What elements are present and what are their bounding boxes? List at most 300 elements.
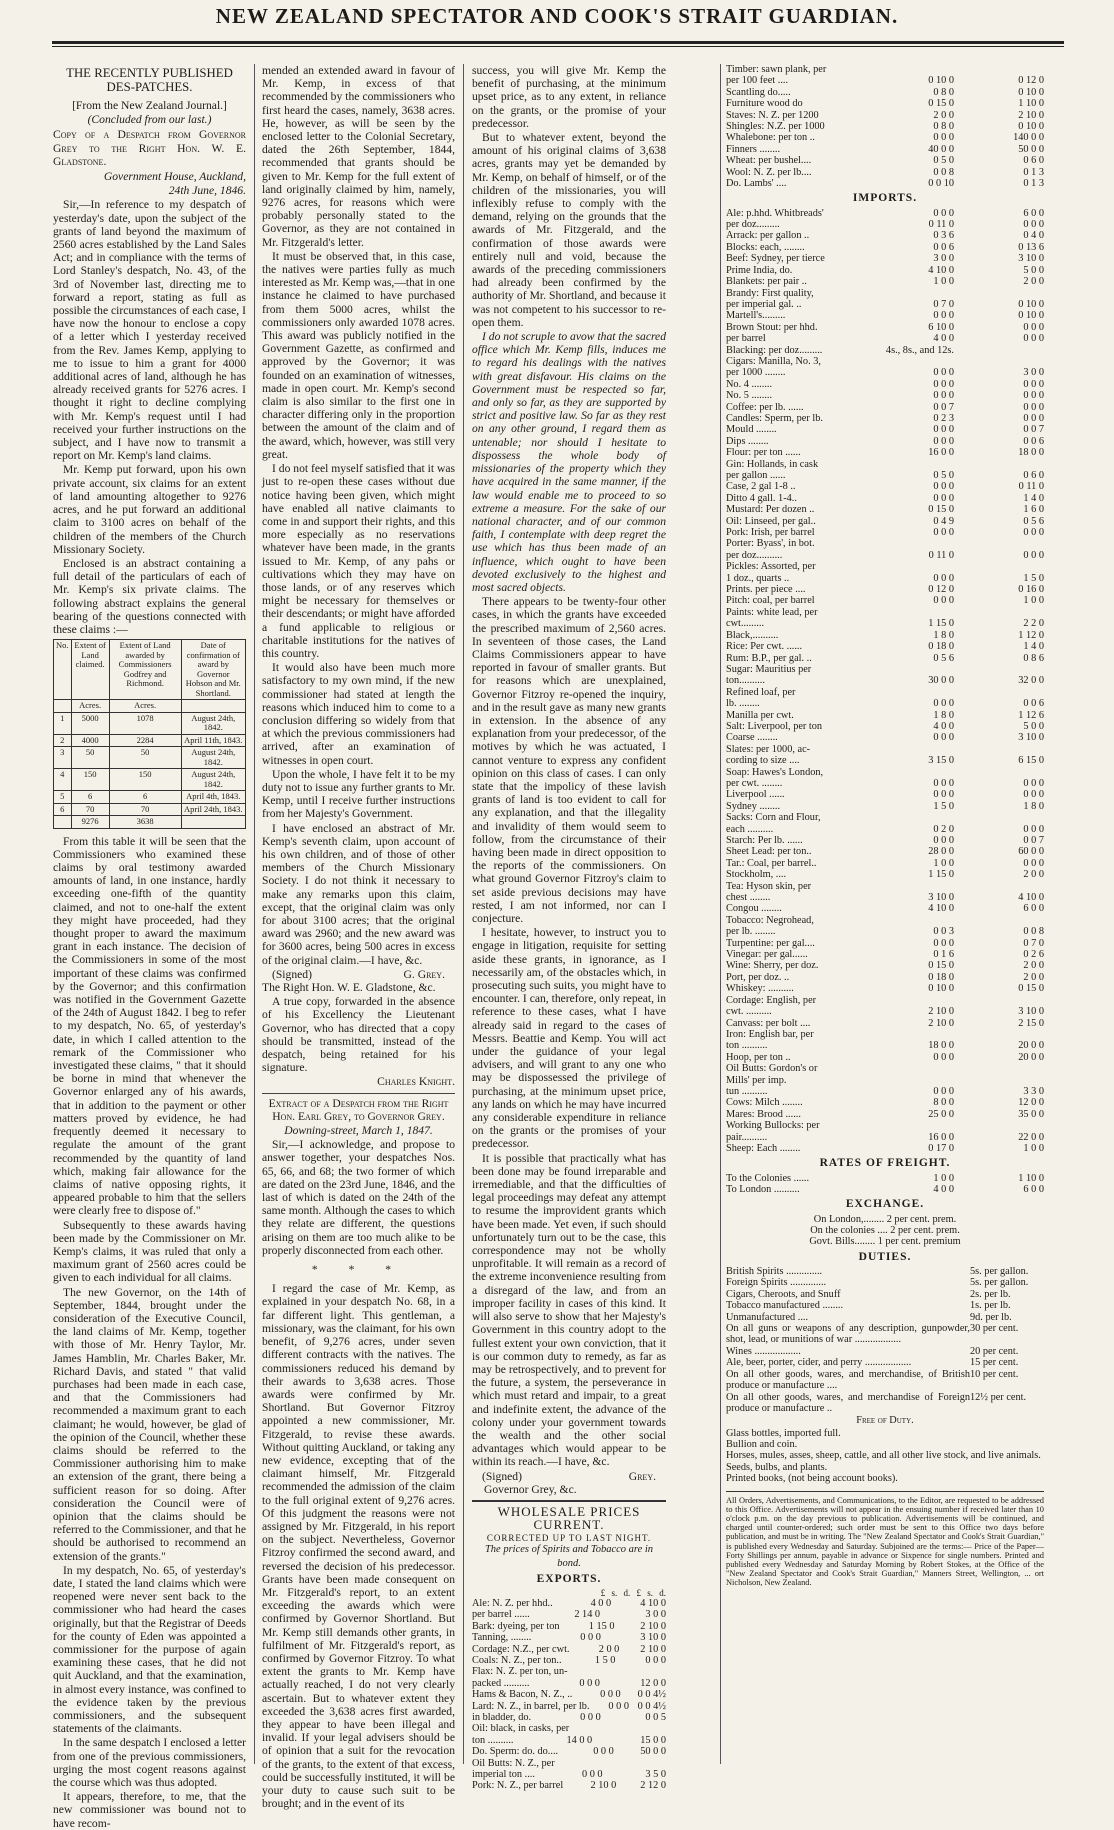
price-high: 22 0 0 — [1018, 1131, 1044, 1143]
price-item-name: Hoop, per ton .. — [726, 1051, 791, 1063]
price-low: 0 17 0 — [928, 1142, 954, 1154]
price-item-name: Timber: sawn plank, per — [726, 64, 827, 75]
price-row — [472, 1609, 666, 1620]
price-high — [954, 915, 1044, 926]
price-high: 1 5 0 — [1023, 572, 1044, 584]
price-low — [858, 995, 954, 1006]
price-high: 3 3 0 — [1023, 1085, 1044, 1097]
price-low — [858, 538, 954, 549]
price-low: 0 0 0 — [933, 572, 954, 584]
free-item: Printed books, (not being account books). — [726, 1473, 898, 1485]
table-row — [54, 734, 246, 747]
price-item-name: Tobacco: Negrohead, — [726, 914, 814, 926]
price-low: 3 10 0 — [928, 892, 954, 904]
price-high: 2 10 0 — [640, 1620, 666, 1632]
price-low: 4 10 0 — [928, 903, 954, 915]
price-high: 0 13 6 — [1018, 241, 1044, 253]
currency-header: £ s. d. £ s. d. — [600, 1587, 666, 1598]
price-low: 0 10 0 — [928, 75, 954, 87]
price-high — [954, 995, 1044, 1006]
price-high — [954, 1120, 1044, 1131]
price-high: 0 0 0 — [1023, 321, 1044, 333]
price-low: 28 0 0 — [928, 846, 954, 858]
duty-row — [726, 1289, 1044, 1300]
price-high — [619, 1723, 666, 1734]
price-item-name: ton.......... — [726, 675, 765, 687]
price-item-name: Whalebone: per ton .. — [726, 132, 815, 144]
price-low: 14 0 0 — [566, 1734, 593, 1746]
imports-list — [726, 208, 1044, 1155]
column-2 — [262, 64, 455, 1811]
price-high: 1 12 6 — [1018, 709, 1044, 721]
table-cell: August 24th, 1842. — [181, 747, 245, 769]
price-item-name: Tar.: Coal, per barrel.. — [726, 857, 817, 869]
price-low: 0 0 0 — [580, 1632, 601, 1644]
price-item-name: Vinegar: per gal...... — [726, 949, 808, 961]
price-item-name: Canvass: per bolt .... — [726, 1017, 811, 1029]
table-cell: 1078 — [109, 712, 181, 734]
dateline: Government House, Auckland, — [103, 170, 246, 184]
price-item-name: Cordage: English, per — [726, 994, 817, 1006]
price-row — [726, 824, 1044, 835]
paragraph: I have enclosed an abstract of Mr. Kemp's seventh claim, upon account of his own children, and of those of other members of the Church Missionary Society. I do not think it necessary to make any remarks upon this claim, except, that the original claim was only for about 3100 acres; that the original award was 2960; and the new award was for 3600 acres, being 500 acres in excess of the original claim.—I have, &c. — [262, 821, 455, 967]
price-item-name: Wine: Sherry, per doz. — [726, 960, 819, 972]
column-separator — [463, 64, 464, 1764]
price-high: 1 4 0 — [1023, 641, 1044, 653]
price-item-name: pair.......... — [726, 1131, 768, 1143]
price-low — [858, 64, 954, 75]
paragraph: The new Governor, on the 14th of September, 1844, brought under the consideration of the Executive Council, the land claims of Mr. Kemp, together with those of Mr. Henry Taylor, Mr. James Hamblin, Mr. Charles Baker, Mr. Richard Davis, and stated " that valid purchases had been made in each case, and that the Commissioners had recommended a maximum grant to each claimant; he would, however, be glad of the opinion of the Council, whether these claims should be referred to the Commissioner authorising him to make an extension of the grant, there being a sufficient reason for so doing. After consideration the Council were of opinion that the claims should be referred to the Commissioner, and that he should be authorised to recommend an extension of the grants." — [53, 1285, 246, 1563]
masthead-rule — [52, 41, 1064, 44]
price-row — [726, 1086, 1044, 1097]
table-row — [54, 712, 246, 734]
price-high — [954, 1063, 1044, 1074]
price-row — [726, 242, 1044, 253]
price-item-name: Coarse ........ — [726, 732, 778, 744]
price-item-name: each .......... — [726, 823, 774, 835]
price-low — [858, 744, 954, 755]
table-cell: 5000 — [71, 712, 109, 734]
price-row — [726, 858, 1044, 869]
price-item-name: Rice: Per cwt. ...... — [726, 641, 803, 653]
price-item-name: Coffee: per lb. ...... — [726, 401, 804, 413]
price-row — [726, 87, 1044, 98]
price-row — [726, 459, 1044, 470]
price-item-name: Bark: dyeing, per ton — [472, 1620, 560, 1632]
price-row — [726, 789, 1044, 800]
price-low — [858, 812, 954, 823]
price-row — [726, 767, 1044, 778]
price-low: 1 0 0 — [933, 857, 954, 869]
price-high: 12 0 0 — [640, 1677, 666, 1689]
price-item-name: Hams & Bacon, N. Z., .. — [472, 1689, 573, 1701]
price-row — [726, 470, 1044, 481]
price-high: 50 0 0 — [640, 1746, 666, 1758]
duty-rate: 20 per cent. — [970, 1345, 1019, 1357]
price-item-name: Pork: Irish, per barrel — [726, 527, 815, 539]
price-row — [726, 504, 1044, 515]
price-high — [954, 767, 1044, 778]
price-high — [618, 1666, 666, 1677]
price-item-name: Mares: Brood ...... — [726, 1108, 801, 1120]
table-cell: 2 — [54, 734, 72, 747]
exchange-title: EXCHANGE. — [845, 1198, 925, 1211]
price-low: 0 11 0 — [928, 549, 954, 561]
price-low: 0 5 6 — [933, 652, 954, 664]
table-cell: 70 — [109, 803, 181, 816]
paragraph: It must be observed that, in this case, the natives were parties fully as much interested as Mr. Kemp was,—that in one instance he claimed to have purchased from them 5000 acres, whilst the commissioners only awarded 1078 acres. This award was publicly notified in the Government Gazette, as confirmed and approved by the Governor; it was founded on an examination of witnesses, made in open court. Mr. Kemp's second claim is also similar to the first one in character differing only in the proportion between the amount of the claim and of the award, which, however, was still very great. — [262, 249, 455, 461]
paragraph: Mr. Kemp put forward, upon his own private account, six claims for an extent of land amounting altogether to 9276 acres, and he put forward an additional claim to 3100 acres on behalf of the children of the members of the Church Missionary Society. — [53, 463, 246, 556]
table-cell: 5 — [54, 791, 72, 804]
price-row — [726, 1063, 1044, 1074]
table-cell: 50 — [109, 747, 181, 769]
price-low: 16 0 0 — [928, 447, 954, 459]
price-item-name: Oil: Linseed, per gal.. — [726, 515, 816, 527]
price-high: 6 0 0 — [1023, 1184, 1044, 1195]
table-cell: 6 — [54, 803, 72, 816]
price-high: 1 0 0 — [1023, 1142, 1044, 1154]
price-low: 0 0 0 — [608, 1700, 629, 1712]
price-item-name: per lb. ........ — [726, 926, 776, 938]
concluded-line: (Concluded from our last.) — [87, 113, 212, 127]
price-low: 4 10 0 — [928, 264, 954, 276]
price-item-name: Cows: Milch ........ — [726, 1097, 803, 1109]
free-item: Glass bottles, imported full. — [726, 1427, 841, 1439]
price-item-name: No. 5 ........ — [726, 390, 773, 402]
price-low — [858, 288, 954, 299]
price-high: 0 10 0 — [1018, 310, 1044, 322]
price-item-name: Case, 2 gal 1-8 .. — [726, 481, 796, 493]
price-high: 1 10 0 — [1018, 98, 1044, 110]
price-item-name: Brown Stout: per hhd. — [726, 321, 818, 333]
price-low: 30 0 0 — [928, 675, 954, 687]
price-high: 1 4 0 — [1023, 492, 1044, 504]
price-low: 0 8 0 — [933, 86, 954, 98]
price-low: 0 2 3 — [933, 412, 954, 424]
price-high: 2 15 0 — [1018, 1017, 1044, 1029]
price-low — [858, 1063, 954, 1074]
price-row — [726, 322, 1044, 333]
price-low: 0 4 9 — [933, 515, 954, 527]
price-row — [726, 732, 1044, 743]
price-low: 0 0 0 — [933, 492, 954, 504]
exchange-line: Govt. Bills........ 1 per cent. premium — [809, 1236, 961, 1248]
paragraph: In my despatch, No. 65, of yesterday's date, I stated the land claims which were reopened were never sent back to the commissioner who had heard the cases originally, but that the Registrar of Deeds for the county of Eden was appointed a commissioner for the purpose of again examining these cases, that he did not quit Auckland, and that the examination, in almost every instance, was confined to the evidence taken by the previous commissioners, and the subsequent statements of the claimants. — [53, 1563, 246, 1736]
price-item-name: Blocks: each, ........ — [726, 241, 805, 253]
price-high: 6 0 0 — [1023, 207, 1044, 219]
price-low — [858, 1029, 954, 1040]
paragraph: Sir,—In reference to my despatch of yesterday's date, upon the subject of the grants of land beyond the maximum of 2560 acres established by the Land Sales Act; and in compliance with the terms of Lord Stanley's despatch, No. 43, of the 3rd of November last, directing me to forward a report, stating as full as possible the circumstances of each case, I have now the honour to enclose a copy of a letter which I yesterday received from the Rev. James Kemp, applying to me to issue to him a grant for 4000 additional acres of land, although he has already received grants for 5276 acres. I thought it right to decline complying with Mr. Kemp's request until I had received your further instructions on the subject, and I have now to transmit a report on Mr. Kemp's land claims. — [53, 198, 246, 463]
price-item-name: Finners ........ — [726, 143, 781, 155]
table-cell — [54, 700, 72, 713]
price-high: 0 5 6 — [1023, 515, 1044, 527]
price-row — [726, 356, 1044, 367]
price-low: 2 10 0 — [928, 1017, 954, 1029]
price-high: 3 10 0 — [1018, 732, 1044, 744]
duty-item: Foreign Spirits .............. — [726, 1277, 827, 1289]
price-row — [726, 178, 1044, 189]
price-item-name: Rum: B.P., per gal. .. — [726, 652, 812, 664]
claims-table — [53, 639, 246, 829]
despatch-heading: Copy of a Despatch from Governor Grey to the Right Hon. W. E. Gladstone. — [53, 128, 246, 168]
paragraph: It appears, therefore, to me, that the new commissioner was bound not to have recom- — [53, 1790, 246, 1830]
duty-rate: 2s. per lb. — [970, 1288, 1011, 1300]
price-row — [726, 299, 1044, 310]
price-item-name: Port, per doz. .. — [726, 971, 790, 983]
price-row — [726, 379, 1044, 390]
table-cell: April 11th, 1843. — [181, 734, 245, 747]
price-high: 0 2 6 — [1023, 949, 1044, 961]
price-high — [954, 744, 1044, 755]
column-3 — [472, 64, 666, 1792]
exchange-line: On the colonies .... 2 per cent. prem. — [810, 1225, 960, 1237]
price-low — [858, 915, 954, 926]
price-item-name: To London .......... — [726, 1184, 800, 1195]
price-item-name: packed .......... — [472, 1677, 530, 1689]
paragraph: Sir,—I acknowledge, and propose to answer together, your despatches Nos. 65, 66, and 68; the two former of which are dated on the 23rd June, 1846, and the last of which is dated on the 24th of the same month. Although the cases to which they relate are different, the questions arising on them are too much alike to be properly disconnected from each other. — [262, 1138, 455, 1257]
price-item-name: Gin: Hollands, in cask — [726, 458, 819, 470]
price-low — [858, 607, 954, 618]
price-row — [726, 110, 1044, 121]
price-high: 5 0 0 — [1023, 720, 1044, 732]
price-low: 1 15 0 — [928, 869, 954, 881]
price-low: 0 0 0 — [933, 1051, 954, 1063]
price-item-name: Oil Butts: Gordon's or — [726, 1063, 818, 1075]
price-high: 2 0 0 — [1023, 960, 1044, 972]
duty-row — [726, 1277, 1044, 1288]
price-low: 0 0 0 — [933, 698, 954, 710]
price-row — [726, 653, 1044, 664]
price-high: 0 0 4½ — [637, 1700, 666, 1712]
price-low: 0 0 6 — [933, 241, 954, 253]
price-row — [472, 1678, 666, 1689]
exports-list — [472, 1598, 666, 1792]
table-cell: August 24th, 1842. — [181, 769, 245, 791]
price-item-name: per 1000 ........ — [726, 367, 786, 379]
price-row — [726, 1075, 1044, 1086]
paragraph: Subsequently to these awards having been made by the Commissioner on Mr. Kemp's claims, it was ruled that only a maximum grant of 2560 acres could be given to each individual for all claims. — [53, 1218, 246, 1285]
price-item-name: Iron: English bar, per — [726, 1028, 814, 1040]
price-low: 0 0 8 — [933, 166, 954, 178]
prices-note: The prices of Spirits and Tobacco are in bond. — [484, 1544, 654, 1569]
price-high: 0 7 0 — [1023, 937, 1044, 949]
duty-rate: 10 per cent. — [970, 1368, 1019, 1380]
table-cell: 3638 — [109, 816, 181, 829]
table-row — [54, 769, 246, 791]
column-separator — [254, 64, 255, 1764]
table-header: Extent of Land claimed. — [71, 640, 109, 700]
price-row — [726, 881, 1044, 892]
price-row — [726, 1040, 1044, 1051]
price-high: 0 10 0 — [1018, 298, 1044, 310]
price-low: 0 8 0 — [933, 121, 954, 133]
price-high: 0 12 0 — [1018, 75, 1044, 87]
extract-heading: Extract of a Despatch from the Right Hon. Earl Grey, to Governor Grey. — [262, 1093, 455, 1123]
price-high: 20 0 0 — [1018, 1051, 1044, 1063]
price-row — [726, 846, 1044, 857]
table-header: Date of confirmation of award by Governor Hobson and Mr. Shortland. — [181, 640, 245, 700]
price-item-name: per cwt. ........ — [726, 777, 783, 789]
price-row — [726, 938, 1044, 949]
price-low — [555, 1758, 612, 1769]
price-row — [726, 265, 1044, 276]
table-row — [54, 803, 246, 816]
table-cell — [181, 700, 245, 713]
price-item-name: Pork: N. Z., per barrel — [472, 1780, 564, 1792]
price-high — [954, 687, 1044, 698]
price-item-name: Shingles: N.Z. per 1000 — [726, 121, 825, 133]
price-low — [569, 1723, 619, 1734]
price-high — [954, 288, 1044, 299]
price-low: 0 3 6 — [933, 230, 954, 242]
price-low: 0 18 0 — [928, 971, 954, 983]
duty-item: Cigars, Cheroots, and Snuff — [726, 1288, 841, 1300]
price-high: 0 10 0 — [1018, 86, 1044, 98]
price-low: 0 0 0 — [933, 527, 954, 539]
price-item-name: Pickles: Assorted, per — [726, 561, 816, 573]
price-item-name: Mould ........ — [726, 424, 777, 436]
price-high: 2 2 0 — [1023, 618, 1044, 630]
price-item-name: Sacks: Corn and Flour, — [726, 812, 821, 824]
price-item-name: cwt......... — [726, 618, 765, 630]
price-item-name: Beef: Sydney, per tierce — [726, 253, 825, 265]
price-high: 3 10 0 — [1018, 1006, 1044, 1018]
price-row — [726, 561, 1044, 572]
price-high: 0 6 0 — [1023, 155, 1044, 167]
price-high — [612, 1758, 666, 1769]
price-row — [726, 390, 1044, 401]
price-low: 1 0 0 — [933, 1172, 954, 1184]
price-high: 0 0 0 — [1023, 527, 1044, 539]
price-item-name: Pitch: coal, per barrel — [726, 595, 815, 607]
table-cell: 4 — [54, 769, 72, 791]
duty-item: Tobacco manufactured ........ — [726, 1300, 844, 1312]
price-high: 0 1 3 — [1023, 166, 1044, 178]
price-low: 0 0 0 — [933, 732, 954, 744]
price-row — [472, 1769, 666, 1780]
price-row — [726, 983, 1044, 994]
duty-item: Ale, beer, porter, cider, and perry .................. — [726, 1357, 912, 1369]
price-row — [726, 481, 1044, 492]
imports-title: IMPORTS. — [852, 192, 918, 205]
price-row — [726, 892, 1044, 903]
prices-divider — [472, 1500, 666, 1502]
price-row — [726, 276, 1044, 287]
duty-row — [726, 1312, 1044, 1323]
price-row — [726, 219, 1044, 230]
price-row — [726, 310, 1044, 321]
price-item-name: per gallon ...... — [726, 470, 786, 482]
price-low: 0 0 0 — [933, 310, 954, 322]
section-break: * * * — [311, 1263, 406, 1277]
price-row — [472, 1735, 666, 1746]
duty-row — [726, 1357, 1044, 1368]
price-item-name: per barrel ...... — [472, 1609, 530, 1621]
price-low: 0 1 6 — [933, 949, 954, 961]
price-high: 0 0 7 — [1023, 835, 1044, 847]
table-cell: August 24th, 1842. — [181, 712, 245, 734]
price-low: 0 0 0 — [933, 207, 954, 219]
price-item-name: per 100 feet .... — [726, 75, 789, 87]
price-high: 4 10 0 — [1018, 892, 1044, 904]
price-row — [726, 1132, 1044, 1143]
duty-item: On all other goods, wares, and merchandise of Foreign produce or manufacture .. — [726, 1391, 970, 1414]
price-row — [726, 516, 1044, 527]
table-cell: 4000 — [71, 734, 109, 747]
duty-row — [726, 1346, 1044, 1357]
price-low: 0 15 0 — [928, 504, 954, 516]
price-low: 0 5 0 — [933, 470, 954, 482]
duty-row — [726, 1369, 1044, 1392]
table-header: No. — [54, 640, 72, 700]
signature: G. Grey. — [403, 967, 445, 981]
price-high: 0 0 0 — [1023, 823, 1044, 835]
signature-line — [472, 1470, 666, 1483]
price-high — [954, 1075, 1044, 1086]
table-cell: 150 — [71, 769, 109, 791]
table-total-row — [54, 816, 246, 829]
price-item-name: Flax: N. Z. per ton, un- — [472, 1666, 568, 1678]
price-row — [726, 155, 1044, 166]
price-high: 0 0 0 — [1023, 390, 1044, 402]
price-row — [726, 675, 1044, 686]
table-cell: April 4th, 1843. — [181, 791, 245, 804]
duties-title: DUTIES. — [858, 1250, 912, 1263]
paragraph: I regard the case of Mr. Kemp, as explained in your despatch No. 68, in a far different light. This gentleman, a missionary, was the claimant, for his own benefit, of 9,276 acres, under seven different contracts with the natives. The commissioners reduced his demand by their awards to 3,638 acres. Those awards were confirmed by Mr. Shortland. But Governor Fitzroy appointed a new commissioner, Mr. Fitzgerald, to revise these awards. Without quitting Auckland, or taking any new evidence, excepting that of the claimant himself, Mr. Fitzgerald recommended the admission of the claim to the full original extent of 9,276 acres. Of this judgment the reasons were not assigned by Mr. Fitzgerald, in his report on the subject. Nevertheless, Governor Fitzroy confirmed the second award, and reversed the decision of his predecessor. Grants have been made consequent on Mr. Fitzgerald's report, to an extent exceeding the awards which were confirmed by Governor Shortland. But Mr. Kemp still demands other grants, in fulfilment of Mr. Fitzgerald's report, as confirmed by Governor Fitzroy. To what extent the grants to Mr. Kemp have actually reached, I do not very clearly ascertain. But to whatever extent they exceeded the 3,638 acres first awarded, they appear to have been illegal and invalid. If your legal advisers should be of opinion that a suit for the revocation of the grants, to the extent of that excess, could be successfully instituted, it will be your duty to cause such suit to be brought; and in the event of its — [262, 1282, 455, 1811]
price-row — [726, 367, 1044, 378]
price-item-name: Lard: N. Z., in barrel, per lb. — [472, 1700, 590, 1712]
price-item-name: Mills' per imp. — [726, 1074, 787, 1086]
price-item-name: Starch: Per lb. ...... — [726, 835, 803, 847]
duty-row — [726, 1266, 1044, 1277]
price-high: 0 15 0 — [1018, 983, 1044, 995]
price-item-name: Salt: Liverpool, per ton — [726, 720, 823, 732]
price-row — [726, 744, 1044, 755]
price-low: 0 0 0 — [933, 1085, 954, 1097]
duties-list — [726, 1266, 1044, 1414]
price-item-name: Refined loaf, per — [726, 686, 796, 698]
price-high: 0 0 0 — [1023, 378, 1044, 390]
price-row — [726, 538, 1044, 549]
price-row — [726, 641, 1044, 652]
price-row — [726, 1109, 1044, 1120]
price-low: 0 12 0 — [928, 584, 954, 596]
price-high: 3 0 0 — [645, 1609, 666, 1621]
price-low: 0 0 0 — [933, 777, 954, 789]
price-item-name: per doz.......... — [726, 549, 783, 561]
price-row — [726, 607, 1044, 618]
price-low — [858, 459, 954, 470]
price-low: 8 0 0 — [933, 1097, 954, 1109]
price-low: 0 0 0 — [580, 1712, 601, 1724]
price-high: 2 0 0 — [1023, 276, 1044, 288]
price-item-name: per imperial gal. .. — [726, 298, 802, 310]
price-item-name: Staves: N. Z. per 1200 — [726, 109, 819, 121]
price-high: 1 0 0 — [1023, 595, 1044, 607]
masthead-rule-thin — [52, 46, 1064, 47]
price-low: 4 0 0 — [590, 1597, 612, 1609]
price-item-name: Sydney ........ — [726, 800, 781, 812]
price-low: 1 0 0 — [933, 276, 954, 288]
price-row — [726, 835, 1044, 846]
price-item-name: imperial ton .... — [472, 1769, 535, 1781]
price-item-name: Soap: Hawes's London, — [726, 766, 824, 778]
price-high — [954, 64, 1044, 75]
price-item-name: Do. Sperm: do. do.... — [472, 1746, 559, 1758]
price-high — [954, 356, 1044, 367]
paragraph: A true copy, forwarded in the absence of his Excellency the Lieutenant Governor, who has directed that a copy should be transmitted, instead of the despatch, being retained for his signature. — [262, 995, 455, 1075]
price-low: 0 0 0 — [933, 595, 954, 607]
